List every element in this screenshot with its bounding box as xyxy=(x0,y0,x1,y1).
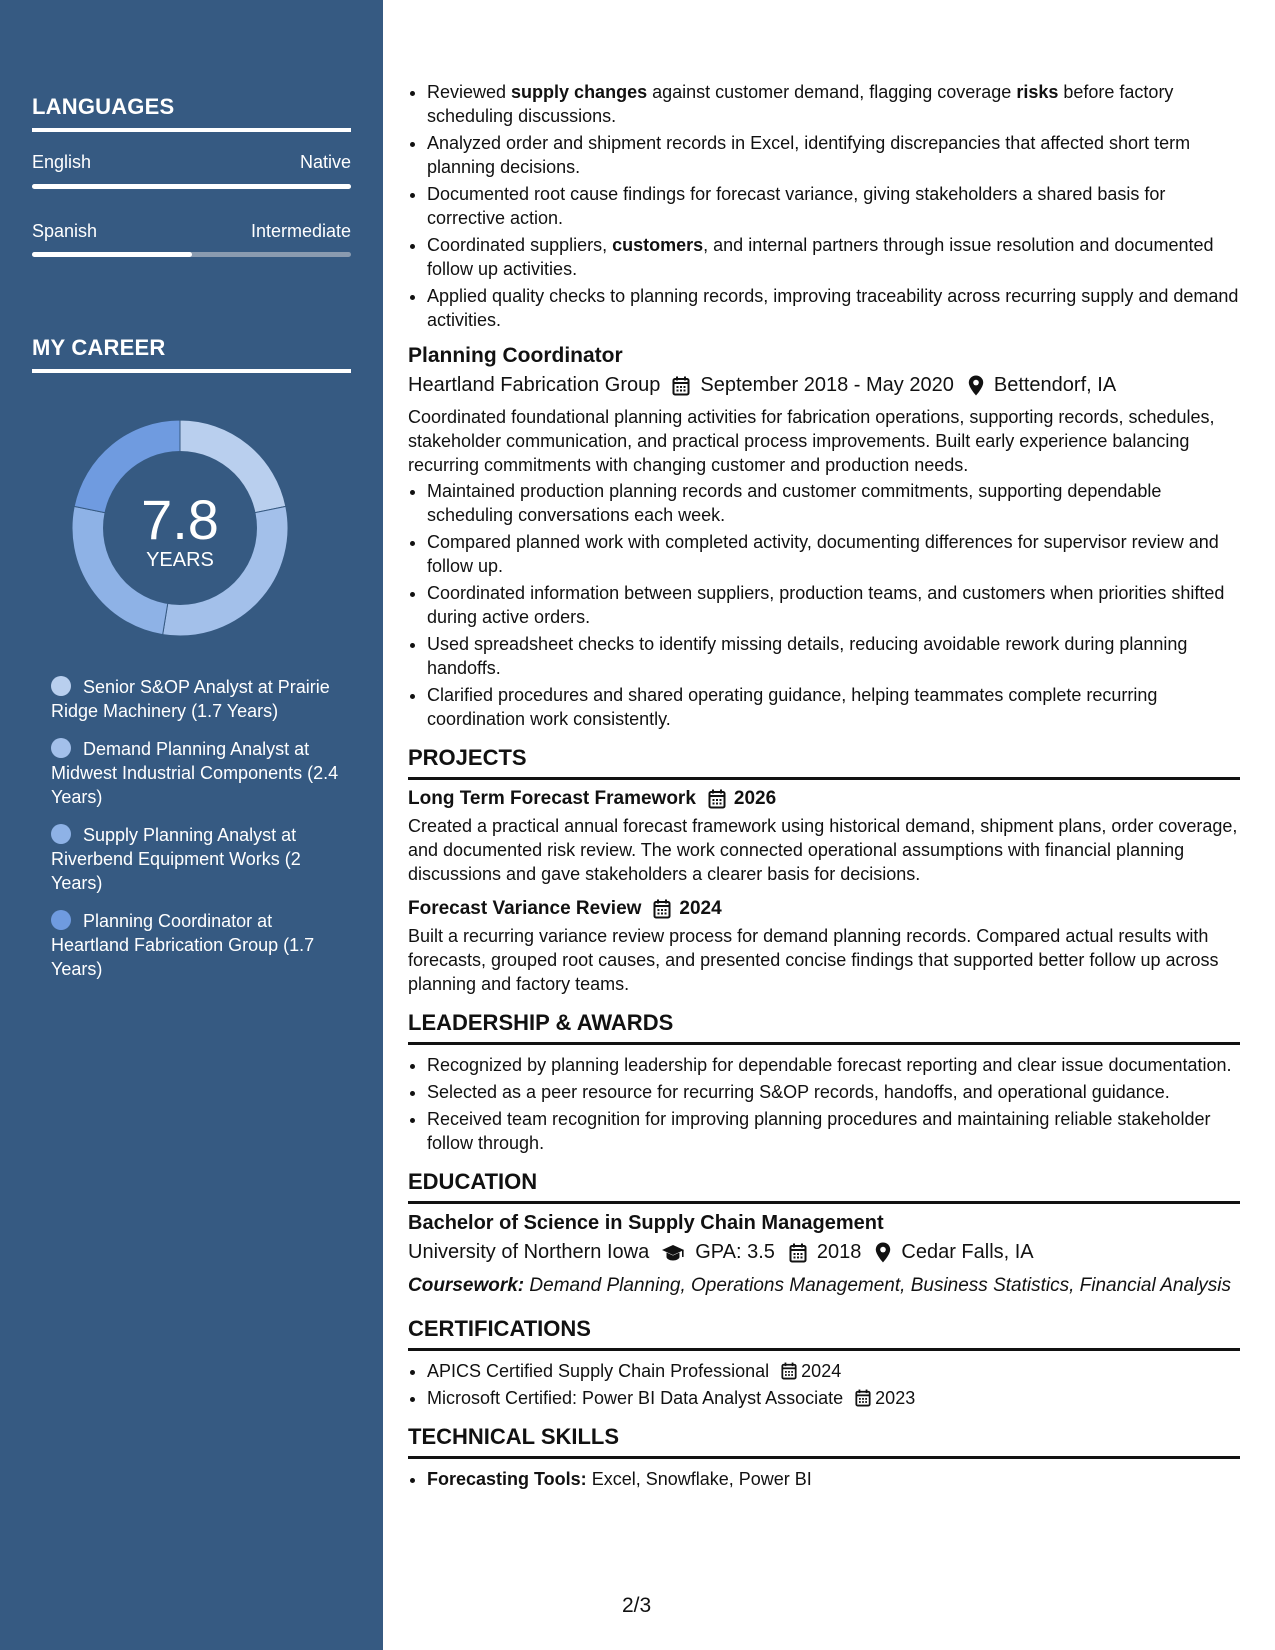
certifications-list xyxy=(408,1359,1240,1410)
language-level: Native xyxy=(299,152,351,172)
language-name: Spanish xyxy=(32,221,98,241)
job-company: Heartland Fabrication Group xyxy=(408,374,661,396)
bullet-item: • Reviewed supply changes against customer demand, flagging coverage risks before factory scheduling discussions. xyxy=(427,80,1240,128)
legend-dot-icon xyxy=(51,676,71,696)
skill-item xyxy=(427,1467,1240,1491)
gpa: GPA: 3.5 xyxy=(695,1241,775,1263)
sidebar xyxy=(0,0,383,1650)
coursework xyxy=(408,1274,1240,1298)
bullet-item: • Recognized by planning leadership for dependable forecast reporting and clear issue documentation. xyxy=(427,1053,1240,1077)
calendar-icon xyxy=(789,1243,807,1263)
bullet-item: • Coordinated information between suppliers, production teams, and customers when priorities shifted during active orders. xyxy=(427,581,1240,629)
bullet-item: • Used spreadsheet checks to identify missing details, reducing avoidable rework during planning handoffs. xyxy=(427,632,1240,680)
career-legend xyxy=(51,675,341,995)
project-year: 2026 xyxy=(733,788,777,809)
location-pin-icon xyxy=(875,1242,891,1263)
graduation-cap-icon xyxy=(661,1244,685,1262)
job-summary: Coordinated foundational planning activities for fabrication operations, supporting records, schedules, stakeholder communication, and practical process improvements. Built early experience balancing recurring commitments with changing customer and production needs. xyxy=(408,407,1215,475)
language-level: Intermediate xyxy=(250,221,351,241)
certification-name: Microsoft Certified: Power BI Data Analyst Associate xyxy=(427,1388,844,1408)
certification-name: APICS Certified Supply Chain Professional xyxy=(427,1361,770,1381)
certification-year: 2023 xyxy=(875,1388,916,1408)
leadership-bullets xyxy=(408,1053,1240,1155)
language-row-spanish xyxy=(32,221,351,242)
skills-list xyxy=(408,1467,1240,1491)
technical-skills-heading: TECHNICAL SKILLS xyxy=(408,1424,1240,1459)
skill-value: Excel, Snowflake, Power BI xyxy=(586,1469,812,1489)
career-legend-text: Senior S&OP Analyst at Prairie Ridge Machinery (1.7 Years) xyxy=(51,677,330,721)
bullet-item: • Compared planned work with completed activity, documenting differences for supervisor review and follow up. xyxy=(427,530,1240,578)
bullet-item: • Clarified procedures and shared operating guidance, helping teammates complete recurring coordination work consistently. xyxy=(427,683,1240,731)
project-year: 2024 xyxy=(679,898,722,919)
calendar-icon xyxy=(855,1389,871,1407)
total-years-label: YEARS xyxy=(146,549,214,571)
language-bar-spanish xyxy=(32,252,351,257)
project-title xyxy=(408,788,1240,810)
location-pin-icon xyxy=(968,375,984,396)
language-row-english xyxy=(32,152,351,173)
job-meta xyxy=(408,374,1240,397)
career-legend-item xyxy=(51,909,341,981)
career-donut-chart xyxy=(65,413,295,643)
bullet-item: • Received team recognition for improving planning procedures and maintaining reliable stakeholder follow through. xyxy=(427,1107,1240,1155)
career-heading: MY CAREER xyxy=(32,335,351,373)
certification-year: 2024 xyxy=(801,1361,842,1381)
job-bullets xyxy=(408,479,1240,731)
calendar-icon xyxy=(708,789,726,809)
language-bar-fill xyxy=(32,184,351,189)
language-bar-fill xyxy=(32,252,192,257)
coursework-list: Demand Planning, Operations Management, Business Statistics, Financial Analysis xyxy=(524,1275,1232,1296)
project-name: Long Term Forecast Framework xyxy=(408,788,696,809)
calendar-icon xyxy=(672,376,690,396)
legend-dot-icon xyxy=(51,824,71,844)
project-description: Created a practical annual forecast framework using historical demand, shipment plans, order coverage, and documented risk review. The work connected operational assumptions with financial planning discussions and gave stakeholders a clearer basis for decisions. xyxy=(408,816,1238,884)
career-legend-item xyxy=(51,675,341,723)
legend-dot-icon xyxy=(51,910,71,930)
certifications-heading: CERTIFICATIONS xyxy=(408,1316,1240,1351)
calendar-icon xyxy=(781,1362,797,1380)
graduation-year: 2018 xyxy=(816,1241,862,1263)
school-name: University of Northern Iowa xyxy=(408,1241,650,1263)
school-location: Cedar Falls, IA xyxy=(901,1241,1034,1263)
language-bar-english xyxy=(32,184,351,189)
main-content xyxy=(408,0,1240,1494)
certification-item xyxy=(427,1386,1240,1410)
certification-item xyxy=(427,1359,1240,1383)
career-legend-text: Planning Coordinator at Heartland Fabrication Group (1.7 Years) xyxy=(51,911,315,979)
education-heading: EDUCATION xyxy=(408,1169,1240,1204)
job-dates: September 2018 - May 2020 xyxy=(700,374,954,396)
projects-heading: PROJECTS xyxy=(408,745,1240,780)
leadership-heading: LEADERSHIP & AWARDS xyxy=(408,1010,1240,1045)
coursework-label: Coursework: xyxy=(408,1275,525,1296)
project-name: Forecast Variance Review xyxy=(408,898,642,919)
project-description: Built a recurring variance review process for demand planning records. Compared actual results with forecasts, grouped root causes, and presented concise findings that supported better follow up across planning and factory teams. xyxy=(408,926,1219,994)
language-name: English xyxy=(32,152,92,172)
career-legend-item xyxy=(51,823,341,895)
job-title: Planning Coordinator xyxy=(408,344,623,367)
languages-heading: LANGUAGES xyxy=(32,94,351,132)
experience-bullets-top xyxy=(408,80,1240,332)
bullet-item: • Documented root cause findings for forecast variance, giving stakeholders a shared basis for corrective action. xyxy=(427,182,1240,230)
bullet-item: • Analyzed order and shipment records in Excel, identifying discrepancies that affected short term planning decisions. xyxy=(427,131,1240,179)
project-title xyxy=(408,898,1240,920)
career-legend-text: Supply Planning Analyst at Riverbend Equipment Works (2 Years) xyxy=(51,825,301,893)
page-number: 2/3 xyxy=(622,1594,652,1617)
bullet-item: • Applied quality checks to planning records, improving traceability across recurring supply and demand activities. xyxy=(427,284,1240,332)
bullet-item: • Coordinated suppliers, customers, and internal partners through issue resolution and documented follow up activities. xyxy=(427,233,1240,281)
legend-dot-icon xyxy=(51,738,71,758)
total-years-value: 7.8 xyxy=(141,488,219,551)
calendar-icon xyxy=(653,899,671,919)
bullet-item: • Selected as a peer resource for recurring S&OP records, handoffs, and operational guidance. xyxy=(427,1080,1240,1104)
skill-label: Forecasting Tools: xyxy=(427,1469,587,1489)
job-location: Bettendorf, IA xyxy=(993,374,1117,396)
career-legend-item xyxy=(51,737,341,809)
bullet-item: • Maintained production planning records and customer commitments, supporting dependable scheduling conversations each week. xyxy=(427,479,1240,527)
education-meta xyxy=(408,1241,1240,1264)
career-legend-text: Demand Planning Analyst at Midwest Industrial Components (2.4 Years) xyxy=(51,739,339,807)
degree-title: Bachelor of Science in Supply Chain Management xyxy=(408,1212,884,1234)
